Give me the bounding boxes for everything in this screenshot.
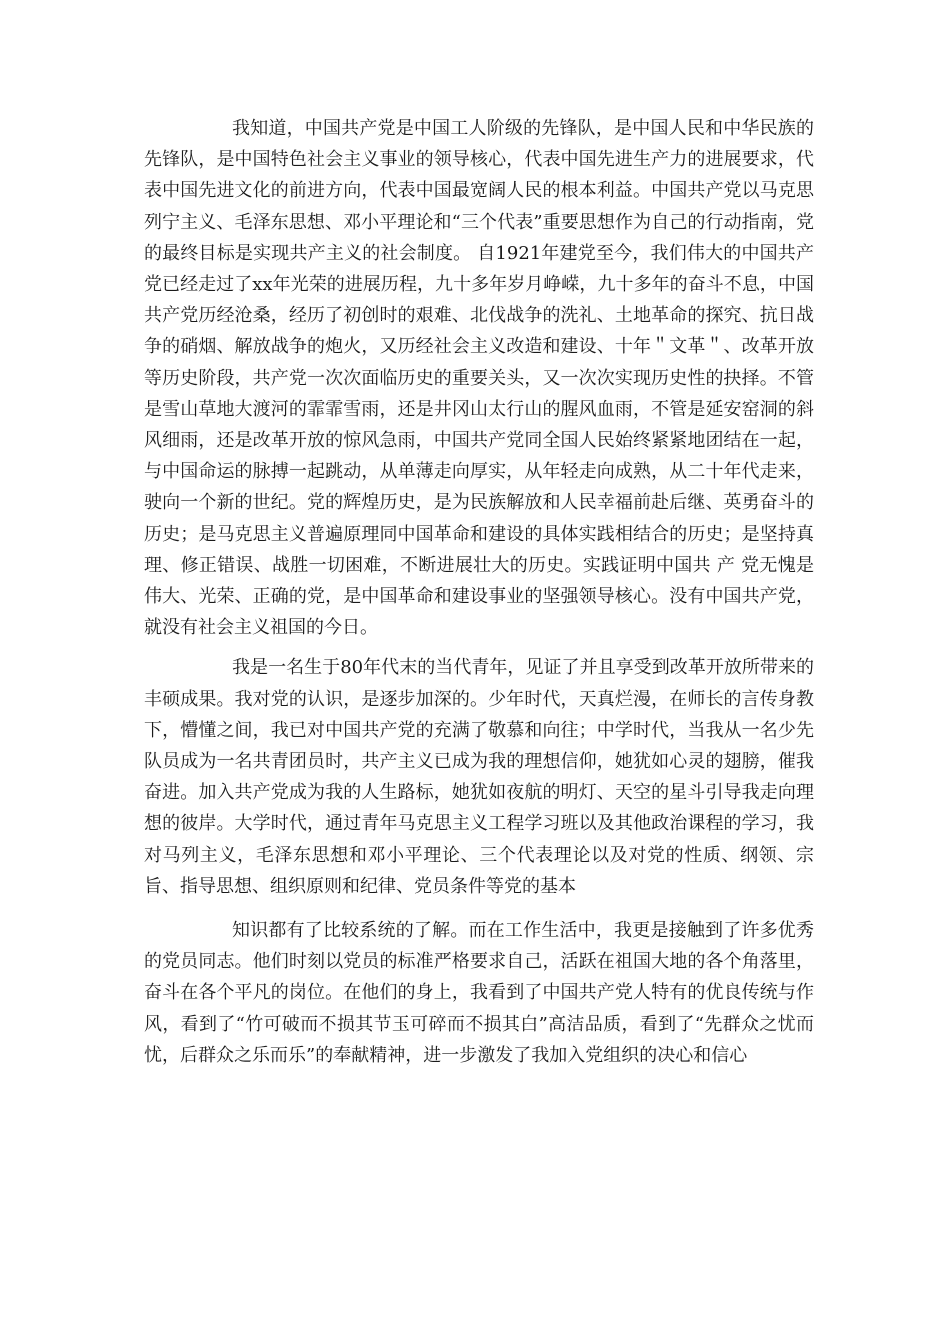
document-body bbox=[144, 113, 814, 1071]
paragraph-1: 我知道，中国共产党是中国工人阶级的先锋队，是中国人民和中华民族的先锋队，是中国特色社会主义事业的领导核心，代表中国先进生产力的进展要求，代表中国先进文化的前进方向，代表中国最宽阔人民的根本利益。中国共产党以马克思列宁主义、毛泽东思想、邓小平理论和“三个代表”重要思想作为自己的行动指南，党的最终目标是实现共产主义的社会制度。 自1921年建党至今，我们伟大的中国共产党已经走过了xx年光荣的进展历程，九十多年岁月峥嵘，九十多年的奋斗不息，中国共产党历经沧桑，经历了初创时的艰难、北伐战争的洗礼、土地革命的探究、抗日战争的硝烟、解放战争的炮火，又历经社会主义改造和建设、十年＂文革＂、改革开放等历史阶段，共产党一次次面临历史的重要关头，又一次次实现历史性的抉择。不管是雪山草地大渡河的霏霏雪雨，还是井冈山太行山的腥风血雨，不管是延安窑洞的斜风细雨，还是改革开放的惊风急雨，中国共产党同全国人民始终紧紧地团结在一起，与中国命运的脉搏一起跳动，从单薄走向厚实，从年轻走向成熟，从二十年代走来，驶向一个新的世纪。党的辉煌历史，是为民族解放和人民幸福前赴后继、英勇奋斗的历史；是马克思主义普遍原理同中国革命和建设的具体实践相结合的历史；是坚持真理、修正错误、战胜一切困难，不断进展壮大的历史。实践证明中国共 产 党无愧是伟大、光荣、正确的党，是中国革命和建设事业的坚强领导核心。没有中国共产党，就没有社会主义祖国的今日。 bbox=[144, 118, 814, 639]
paragraph-2: 我是一名生于80年代末的当代青年，见证了并且享受到改革开放所带来的丰硕成果。我对党的认识，是逐步加深的。少年时代，天真烂漫，在师长的言传身教下，懵懂之间，我已对中国共产党的充满了敬慕和向往；中学时代，当我从一名少先队员成为一名共青团员时，共产主义已成为我的理想信仰，她犹如心灵的翅膀，催我奋进。加入共产党成为我的人生路标，她犹如夜航的明灯、天空的星斗引导我走向理想的彼岸。大学时代，通过青年马克思主义工程学习班以及其他政治课程的学习，我对马列主义，毛泽东思想和邓小平理论、三个代表理论以及对党的性质、纲领、宗旨、指导思想、组织原则和纪律、党员条件等党的基本 bbox=[144, 657, 814, 897]
paragraph-3: 知识都有了比较系统的了解。而在工作生活中，我更是接触到了许多优秀的党员同志。他们时刻以党员的标准严格要求自己，活跃在祖国大地的各个角落里，奋斗在各个平凡的岗位。在他们的身上，我看到了中国共产党人特有的优良传统与作风，看到了“竹可破而不损其节玉可碎而不损其白”高洁品质，看到了“先群众之忧而忧，后群众之乐而乐”的奉献精神，进一步激发了我加入党组织的决心和信心 bbox=[144, 920, 814, 1066]
